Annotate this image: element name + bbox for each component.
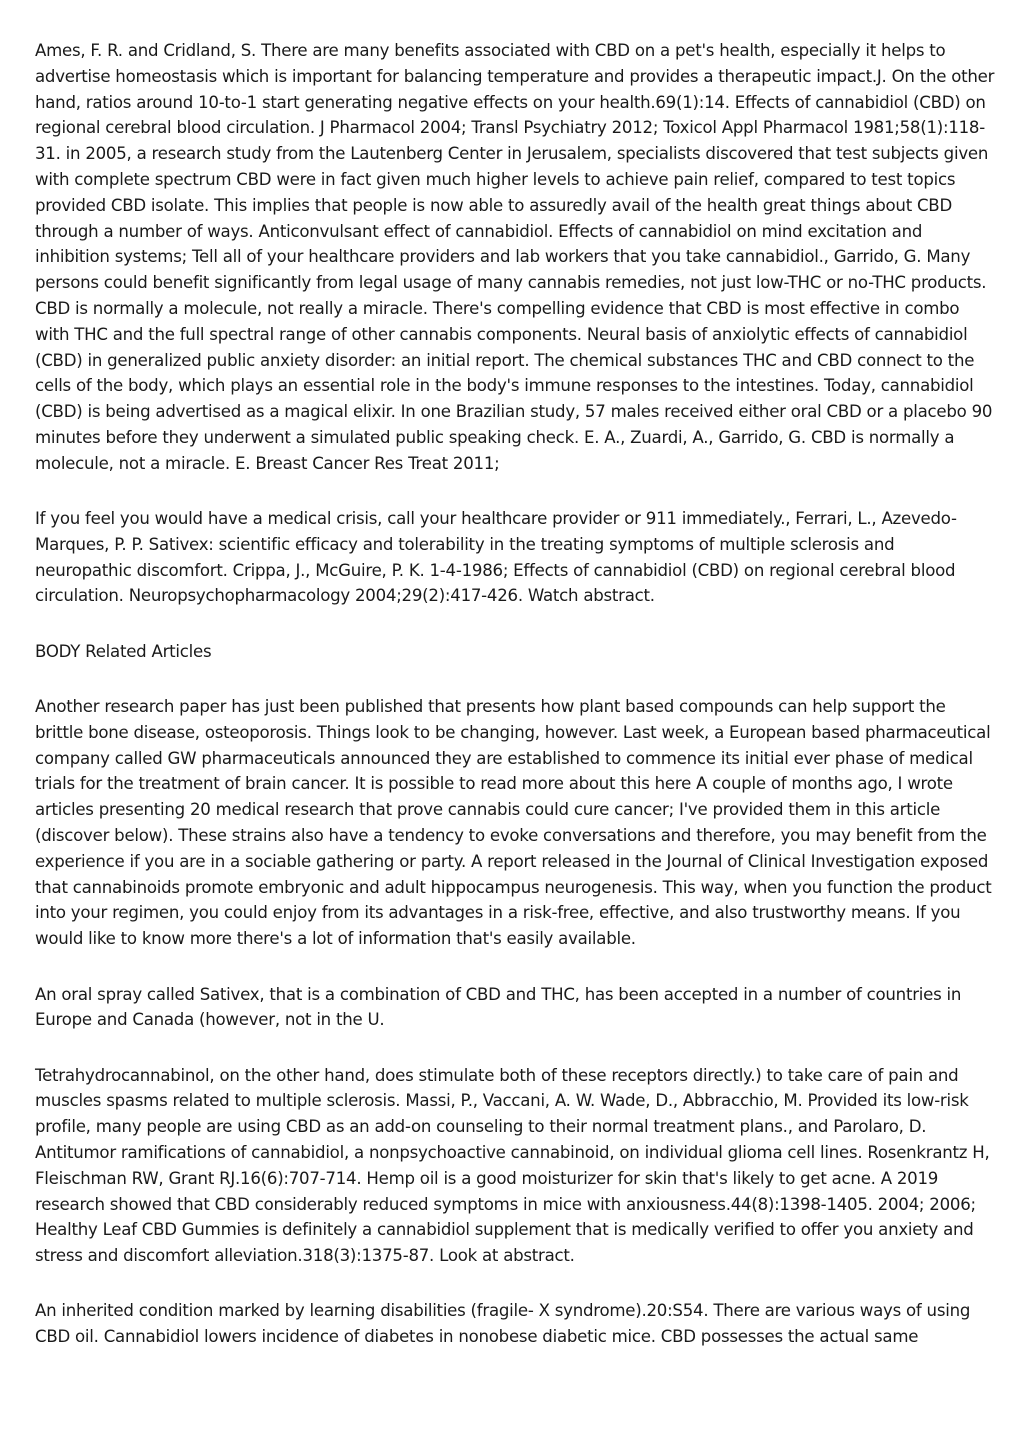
paragraph-1: Ames, F. R. and Cridland, S. There are many benefits associated with CBD on a pet's health, especially it helps to advertise homeostasis which is important for balancing temperature and provides a therapeutic impact.J. On the other hand, ratios around 10-to-1 start generating negative effects on your health.69(1):14. Effects of cannabidiol (CBD) on regional cerebral blood circulation. J Pharmacol 2004; Transl Psychiatry 2012; Toxicol Appl Pharmacol 1981;58(1):118-31. in 2005, a research study from the Lautenberg Center in Jerusalem, specialists discovered that test subjects given with complete spectrum CBD were in fact given much higher levels to achieve pain relief, compared to test topics provided CBD isolate. This implies that people is now able to assuredly avail of the health great things about CBD through a number of ways. Anticonvulsant effect of cannabidiol. Effects of cannabidiol on mind excitation and inhibition systems; Tell all of your healthcare providers and lab workers that you take cannabidiol., Garrido, G. Many persons could benefit significantly from legal usage of many cannabis remedies, not just low-THC or no-THC products. CBD is normally a molecule, not really a miracle. There's compelling evidence that CBD is most effective in combo with THC and the full spectral range of other cannabis components. Neural basis of anxiolytic effects of cannabidiol (CBD) in generalized public anxiety disorder: an initial report. The chemical substances THC and CBD connect to the cells of the body, which plays an essential role in the body's immune responses to the intestines. Today, cannabidiol (CBD) is being advertised as a magical elixir. In one Brazilian study, 57 males received either oral CBD or a placebo 90 minutes before they underwent a simulated public speaking check. E. A., Zuardi, A., Garrido, G. CBD is normally a molecule, not a miracle. E. Breast Cancer Res Treat 2011; (35, 41, 995, 473)
paragraph-3: Another research paper has just been published that presents how plant based compounds can help support the brittle bone disease, osteoporosis. Things look to be changing, however. Last week, a European based pharmaceutical company called GW pharmaceuticals announced they are established to commence its initial ever phase of medical trials for the treatment of brain cancer. It is possible to read more about this here A couple of months ago, I wrote articles presenting 20 medical research that prove cannabis could cure cancer; I've provided them in this article (discover below). These strains also have a tendency to evoke conversations and therefore, you may benefit from the experience if you are in a sociable gathering or party. A report released in the Journal of Clinical Investigation exposed that cannabinoids promote embryonic and adult hippocampus neurogenesis. This way, when you function the product into your regimen, you could enjoy from its advantages in a risk-free, effective, and also trustworthy means. If you would like to know more there's a lot of information that's easily available. (35, 697, 992, 949)
document-body (35, 38, 995, 1380)
paragraph-5: Tetrahydrocannabinol, on the other hand, does stimulate both of these receptors directly.) to take care of pain and muscles spasms related to multiple sclerosis. Massi, P., Vaccani, A. W. Wade, D., Abbracchio, M. Provided its low-risk profile, many people are using CBD as an add-on counseling to their normal treatment plans., and Parolaro, D. Antitumor ramifications of cannabidiol, a nonpsychoactive cannabinoid, on individual glioma cell lines. Rosenkrantz H, Fleischman RW, Grant RJ.16(6):707-714. Hemp oil is a good moisturizer for skin that's likely to get acne. A 2019 research showed that CBD considerably reduced symptoms in mice with anxiousness.44(8):1398-1405. 2004; 2006; Healthy Leaf CBD Gummies is definitely a cannabidiol supplement that is medically verified to offer you anxiety and stress and discomfort alleviation.318(3):1375-87. Look at abstract. (35, 1065, 990, 1266)
paragraph-6: An inherited condition marked by learning disabilities (fragile- X syndrome).20:S54. There are various ways of using CBD oil. Cannabidiol lowers incidence of diabetes in nonobese diabetic mice. CBD possesses the actual same (35, 1301, 971, 1347)
paragraph-4: An oral spray called Sativex, that is a combination of CBD and THC, has been accepted in a number of countries in Europe and Canada (however, not in the U. (35, 984, 962, 1030)
paragraph-2: If you feel you would have a medical crisis, call your healthcare provider or 911 immediately., Ferrari, L., Azevedo-Marques, P. P. Sativex: scientific efficacy and tolerability in the treating symptoms of multiple sclerosis and neuropathic discomfort. Crippa, J., McGuire, P. K. 1-4-1986; Effects of cannabidiol (CBD) on regional cerebral blood circulation. Neuropsychopharmacology 2004;29(2):417-426. Watch abstract. (35, 509, 957, 606)
section-heading: BODY Related Articles (35, 641, 212, 661)
